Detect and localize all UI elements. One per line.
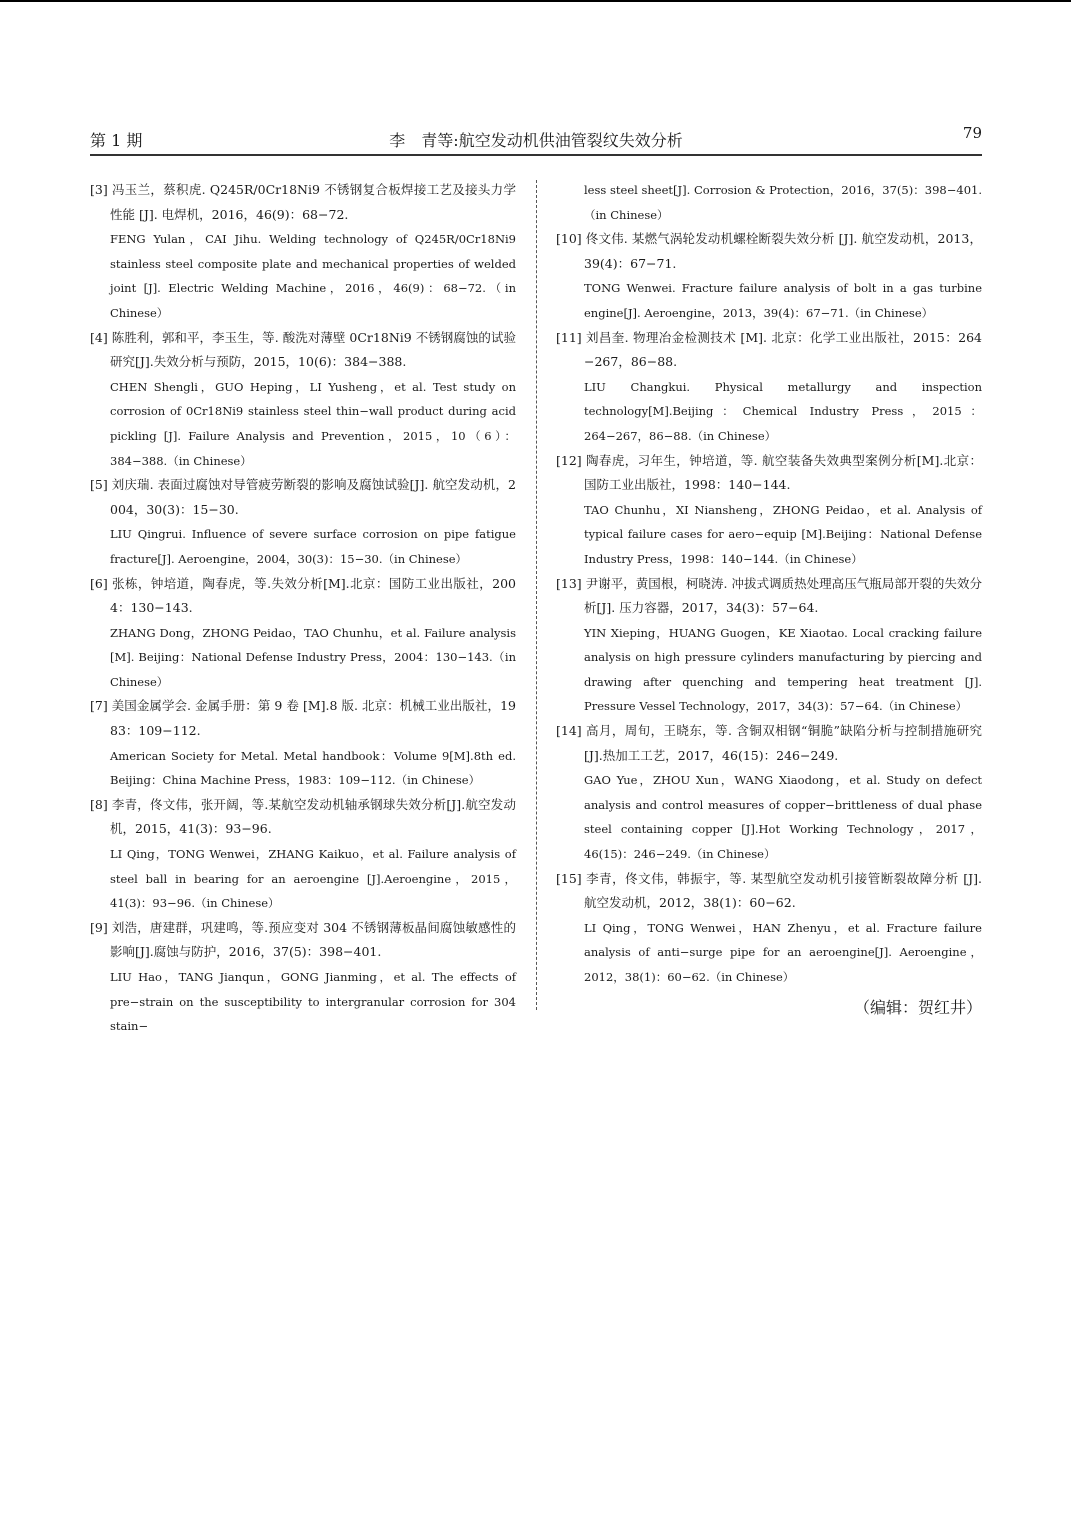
page-header: [90, 124, 982, 154]
reference-6: [90, 572, 516, 695]
reference-en: GAO Yue，ZHOU Xun，WANG Xiaodong，et al. Study on defect analysis and control measures of copper−brittleness of dual phase steel containing copper [J].Hot Working Technology，2017，46(15)：246−249.（in Chinese）: [584, 773, 982, 862]
reference-cn: [5] 刘庆瑞. 表面过腐蚀对导管疲劳断裂的影响及腐蚀试验[J]. 航空发动机，2004，30(3)：15−30.: [90, 477, 516, 517]
running-title: 李 青等:航空发动机供油管裂纹失效分析: [389, 131, 683, 150]
reference-cn: [13] 尹谢平，黄国根，柯晓涛. 冲拔式调质热处理高压气瓶局部开裂的失效分析[J]. 压力容器，2017，34(3)：57−64.: [556, 575, 982, 616]
reference-14: [556, 719, 982, 867]
reference-cn: [4] 陈胜利，郭和平，李玉生，等. 酸洗对薄壁 0Cr18Ni9 不锈钢腐蚀的试验研究[J].失效分析与预防，2015，10(6)：384−388.: [90, 329, 516, 370]
reference-cn: [14] 高月，周旬，王晓东，等. 含铜双相钢“铜脆”缺陷分析与控制措施研究[J].热加工工艺，2017，46(15)：246−249.: [556, 723, 982, 763]
reference-en: LIU Hao，TANG Jianqun，GONG Jianming，et al. The effects of pre−strain on the susceptibility to intergranular corrosion for 304 stain−: [110, 970, 516, 1034]
reference-cn: [12] 陶春虎，习年生，钟培道，等. 航空装备失效典型案例分析[M].北京：国防工业出版社，1998：140−144.: [556, 452, 982, 493]
reference-4: [90, 326, 516, 474]
reference-7: [90, 694, 516, 792]
reference-cn: [11] 刘昌奎. 物理冶金检测技术 [M]. 北京：化学工业出版社，2015：264−267，86−88.: [556, 329, 982, 370]
reference-en: TONG Wenwei. Fracture failure analysis of bolt in a gas turbine engine[J]. Aeroengine，2013，39(4)：67−71.（in Chinese）: [584, 281, 982, 320]
reference-3: [90, 178, 516, 326]
reference-15: [556, 867, 982, 990]
reference-cn: [3] 冯玉兰，蔡积虎. Q245R/0Cr18Ni9 不锈钢复合板焊接工艺及接头力学性能 [J]. 电焊机，2016，46(9)：68−72.: [90, 182, 516, 222]
reference-en: FENG Yulan，CAI Jihu. Welding technology of Q245R/0Cr18Ni9 stainless steel composite plate and mechanical properties of welded joint [J]. Electric Welding Machine，2016，46(9)：68−72.（in Chinese）: [110, 232, 516, 320]
header-rule: [90, 154, 982, 156]
reference-en: CHEN Shengli，GUO Heping，LI Yusheng，et al. Test study on corrosion of 0Cr18Ni9 stainless steel thin−wall product during acid pickling [J]. Failure Analysis and Prevention，2015，10（6）：384−388.（in Chinese）: [110, 379, 516, 468]
reference-en: LIU Qingrui. Influence of severe surface corrosion on pipe fatigue fracture[J]. Aeroengine，2004，30(3)：15−30.（in Chinese）: [110, 527, 516, 566]
issue-number: 第 1 期: [90, 131, 143, 150]
reference-en: YIN Xieping，HUANG Guogen，KE Xiaotao. Local cracking failure analysis on high pressure cylinders manufacturing by piercing and drawing after quenching and tempering heat treatment [J]. Pressure Vessel Technology，2017，34(3)：57−64.（in Chinese）: [584, 625, 982, 714]
reference-en: American Society for Metal. Metal handbook：Volume 9[M].8th ed. Beijing：China Machine Press，1983：109−112.（in Chinese）: [110, 748, 516, 788]
reference-cn: [6] 张栋，钟培道，陶春虎，等.失效分析[M].北京：国防工业出版社，2004：130−143.: [90, 575, 516, 616]
reference-cn: [7] 美国金属学会. 金属手册：第 9 卷 [M].8 版. 北京：机械工业出版社，1983：109−112.: [90, 698, 516, 739]
editor-credit: （编辑：贺红井）: [853, 997, 982, 1017]
references-right-column: [556, 178, 982, 1020]
top-rule: [0, 0, 1071, 2]
reference-10: [556, 227, 982, 325]
reference-en: LIU Changkui. Physical metallurgy and inspection technology[M].Beijing：Chemical Industry Press，2015：264−267，86−88.（in Chinese）: [584, 379, 982, 443]
reference-9-continued: [556, 178, 982, 227]
reference-en: less steel sheet[J]. Corrosion & Protection，2016，37(5)：398−401.（in Chinese）: [584, 183, 982, 222]
reference-11: [556, 326, 982, 449]
reference-en: LI Qing，TONG Wenwei，HAN Zhenyu，et al. Fracture failure analysis of anti−surge pipe for an aeroengine[J]. Aeroengine，2012，38(1)：60−62.（in Chinese）: [584, 920, 982, 984]
reference-cn: [8] 李青，佟文伟，张开阔，等.某航空发动机轴承钢球失效分析[J].航空发动机，2015，41(3)：93−96.: [90, 796, 516, 837]
page-number: 79: [962, 124, 982, 142]
reference-en: TAO Chunhu，XI Niansheng，ZHONG Peidao，et al. Analysis of typical failure cases for aero−equip [M].Beijing：National Defense Industry Press，1998：140−144.（in Chinese）: [584, 502, 982, 566]
column-divider: [536, 180, 537, 1010]
reference-8: [90, 793, 516, 916]
reference-en: LI Qing，TONG Wenwei，ZHANG Kaikuo，et al. Failure analysis of steel ball in bearing for an aeroengine [J].Aeroengine，2015，41(3)：93−96.（in Chinese）: [110, 847, 516, 911]
reference-cn: [15] 李青，佟文伟，韩振宇，等. 某型航空发动机引接管断裂故障分析 [J]. 航空发动机，2012，38(1)：60−62.: [556, 870, 982, 911]
references-left-column: [90, 178, 516, 1039]
reference-en: ZHANG Dong，ZHONG Peidao，TAO Chunhu，et al. Failure analysis [M]. Beijing：National Defense Industry Press，2004：130−143.（in Chinese）: [110, 625, 516, 689]
reference-12: [556, 449, 982, 572]
reference-cn: [10] 佟文伟. 某燃气涡轮发动机螺栓断裂失效分析 [J]. 航空发动机，2013，39(4)：67−71.: [556, 231, 982, 271]
reference-cn: [9] 刘浩，唐建群，巩建鸣，等.预应变对 304 不锈钢薄板晶间腐蚀敏感性的影响[J].腐蚀与防护，2016，37(5)：398−401.: [90, 919, 516, 960]
reference-9: [90, 916, 516, 1039]
reference-13: [556, 572, 982, 720]
reference-5: [90, 473, 516, 571]
